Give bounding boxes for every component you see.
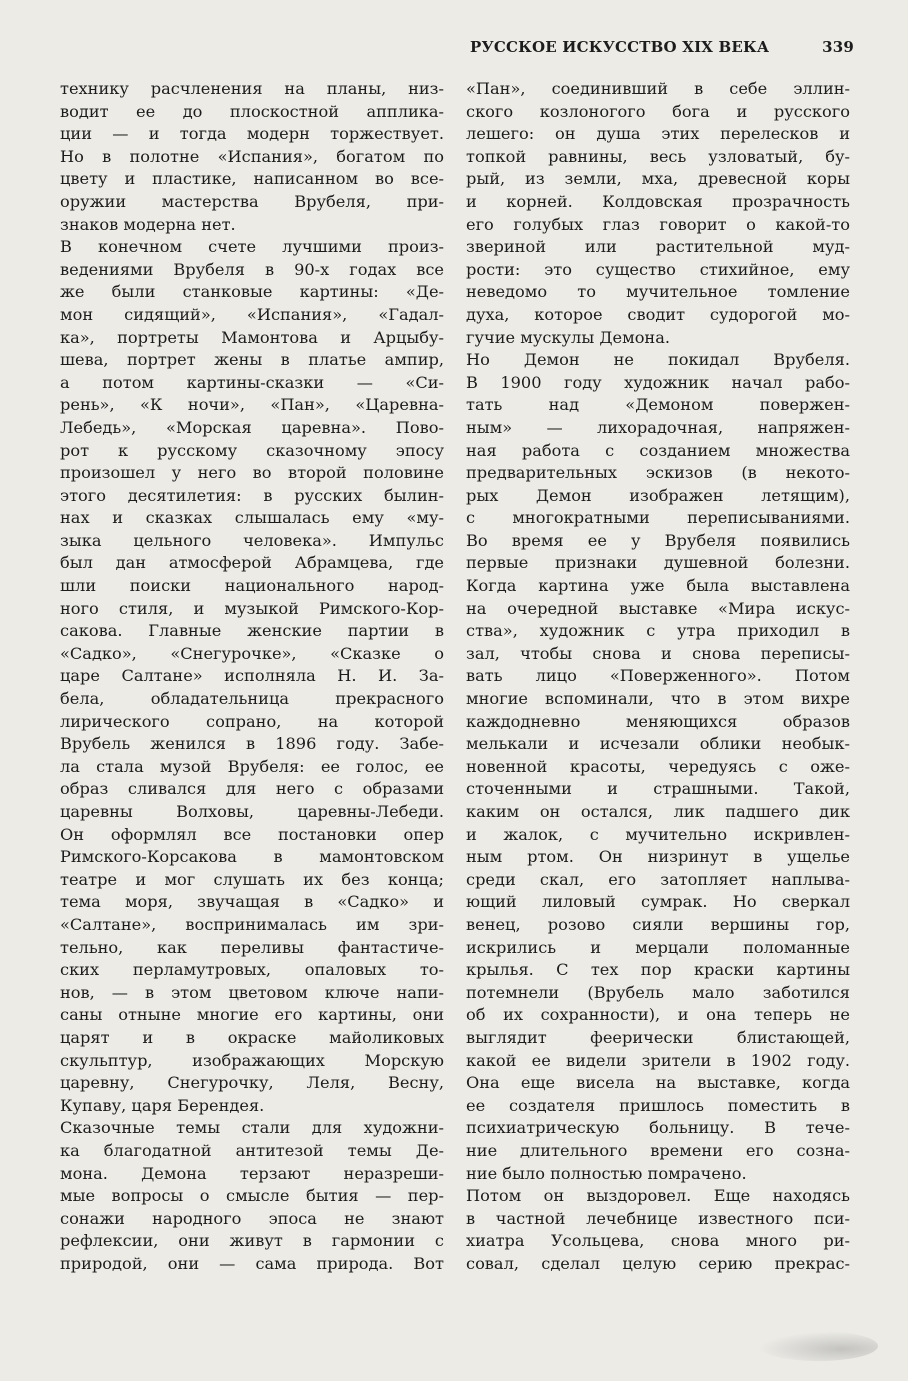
text-line: какой ее видели зрители в 1902 году. (466, 1050, 850, 1070)
text-line: ного стиля, и музыкой Римского-Кор- (60, 598, 444, 618)
text-line: Когда картина уже была выставлена (466, 576, 850, 596)
text-line: рень», «К ночи», «Пан», «Царевна- (60, 395, 444, 415)
text-line: ского козлоногого бога и русского (466, 101, 850, 121)
text-line: духа, которое сводит судорогой мо- (466, 304, 850, 324)
text-line: ным ртом. Он низринут в ущелье (466, 847, 850, 867)
text-line: царевну, Снегурочку, Леля, Весну, (60, 1073, 444, 1093)
text-line: шева, портрет жены в платье ампир, (60, 350, 444, 370)
text-line: царят и в окраске майоликовых (60, 1027, 444, 1047)
text-line: сонажи народного эпоса не знают (60, 1208, 444, 1228)
text-line: «Садко», «Снегурочке», «Сказке о (60, 643, 444, 663)
text-line: а потом картины-сказки — «Си- (60, 372, 444, 392)
text-line: цвету и пластике, написанном во все- (60, 169, 444, 189)
text-line: оружии мастерства Врубеля, при- (60, 191, 444, 211)
text-line: тать над «Демоном повержен- (466, 395, 850, 415)
text-line: ным» — лихорадочная, напряжен- (466, 417, 850, 437)
text-line: новенной красоты, чередуясь с оже- (466, 756, 850, 776)
text-line: многие вспоминали, что в этом вихре (466, 689, 850, 709)
text-line: гучие мускулы Демона. (466, 327, 671, 347)
text-line: ная работа с созданием множества (466, 440, 850, 460)
text-line: Он оформлял все постановки опер (60, 824, 444, 844)
text-line: в частной лечебнице известного пси- (466, 1208, 850, 1228)
text-line: тельно, как переливы фантастиче- (60, 937, 444, 957)
text-line: технику расчленения на планы, низ- (60, 79, 444, 98)
text-line: сточенными и страшными. Такой, (466, 779, 850, 799)
text-line: Потом он выздоровел. Еще находясь (466, 1186, 850, 1206)
text-line: Врубель женился в 1896 году. Забе- (60, 734, 444, 754)
text-line: царевны Волховы, царевны-Лебеди. (60, 802, 444, 821)
right-text-column (466, 78, 850, 1275)
running-head (470, 36, 854, 58)
text-line: зал, чтобы снова и снова переписы- (466, 643, 850, 663)
text-line: среди скал, его затопляет наплыва- (466, 869, 850, 889)
text-line: вать лицо «Поверженного». Потом (466, 666, 850, 686)
text-line: В 1900 году художник начал рабо- (466, 372, 850, 392)
text-line: его голубых глаз говорит о какой-то (466, 214, 850, 234)
text-line: совал, сделал целую серию прекрас- (466, 1253, 850, 1273)
text-line: ка», портреты Мамонтова и Арцыбу- (60, 327, 444, 347)
text-line: тема моря, звучащая в «Садко» и (60, 892, 444, 912)
text-line: произошел у него во второй половине (60, 463, 444, 483)
text-line: предварительных эскизов (в некото- (466, 463, 850, 483)
text-line: мон сидящий», «Испания», «Гадал- (60, 304, 444, 324)
text-line: Римского-Корсакова в мамонтовском (60, 847, 444, 867)
text-line: водит ее до плоскостной апплика- (60, 101, 444, 121)
text-line: психиатрическую больницу. В тече- (466, 1118, 850, 1138)
text-line: рый, из земли, мха, древесной коры (466, 169, 850, 189)
text-line: и жалок, с мучительно искривлен- (466, 824, 850, 844)
text-line: лирического сопрано, на которой (60, 711, 444, 731)
text-line: и корней. Колдовская прозрачность (466, 191, 850, 211)
text-line: топкой равнины, весь узловатый, бу- (466, 146, 850, 166)
text-line: с многократными переписываниями. (466, 508, 850, 528)
text-line: образ сливался для него с образами (60, 779, 444, 799)
text-line: мелькали и исчезали облики необык- (466, 734, 850, 754)
text-line: «Пан», соединивший в себе эллин- (466, 79, 850, 98)
text-line: каким он остался, лик падшего дик (466, 802, 850, 821)
running-title: РУССКОЕ ИСКУССТВО XIX ВЕКА (470, 38, 770, 56)
text-line: Во время ее у Врубеля появились (466, 530, 850, 550)
text-line: скульптур, изображающих Морскую (60, 1050, 444, 1070)
text-line: рых Демон изображен летящим), (466, 485, 850, 505)
text-line: ее создателя пришлось поместить в (466, 1095, 850, 1115)
text-line: неведомо то мучительное томление (466, 282, 850, 302)
text-line: нов, — в этом цветовом ключе напи- (60, 982, 444, 1002)
text-line: В конечном счете лучшими произ- (60, 237, 444, 257)
text-line: хиатра Усольцева, снова много ри- (466, 1231, 850, 1251)
text-line: лешего: он душа этих перелесков и (466, 124, 850, 144)
text-line: ющий лиловый сумрак. Но сверкал (466, 892, 850, 912)
text-line: этого десятилетия: в русских былин- (60, 485, 444, 505)
text-line: рефлексии, они живут в гармонии с (60, 1231, 444, 1251)
text-line: был дан атмосферой Абрамцева, где (60, 553, 444, 573)
text-line: рости: это существо стихийное, ему (466, 259, 850, 279)
text-line: Она еще висела на выставке, когда (466, 1073, 850, 1093)
text-line: Лебедь», «Морская царевна». Пово- (60, 417, 444, 437)
text-line: сакова. Главные женские партии в (60, 621, 444, 641)
text-line: нах и сказках слышалась ему «му- (60, 508, 444, 528)
text-line: зыка цельного человека». Импульс (60, 530, 444, 550)
text-line: выглядит феерически блистающей, (466, 1027, 850, 1047)
text-line: об их сохранности), и она теперь не (466, 1005, 850, 1025)
text-line: ла стала музой Врубеля: ее голос, ее (60, 756, 444, 776)
text-line: ведениями Врубеля в 90-х годах все (60, 259, 444, 279)
text-line: мона. Демона терзают неразреши- (60, 1163, 444, 1183)
text-line: мые вопросы о смысле бытия — пер- (60, 1186, 444, 1206)
text-line: ства», художник с утра приходил в (466, 621, 850, 641)
text-line: рот к русскому сказочному эпосу (60, 440, 444, 460)
text-line: шли поиски национального народ- (60, 576, 444, 596)
text-line: венец, розово сияли вершины гор, (466, 914, 850, 934)
text-line: каждодневно меняющихся образов (466, 711, 850, 731)
text-line: ка благодатной антитезой темы Де- (60, 1140, 444, 1160)
text-line: ции — и тогда модерн торжествует. (60, 124, 444, 144)
text-line: бела, обладательница прекрасного (60, 689, 444, 709)
text-line: ние длительного времени его созна- (466, 1140, 850, 1160)
text-line: Купаву, царя Берендея. (60, 1095, 265, 1115)
text-line: звериной или растительной муд- (466, 237, 850, 257)
text-line: ние было полностью помрачено. (466, 1163, 747, 1183)
page-smudge (758, 1331, 878, 1361)
text-line: на очередной выставке «Мира искус- (466, 598, 850, 618)
text-line: Сказочные темы стали для художни- (60, 1118, 444, 1138)
text-line: театре и мог слушать их без конца; (60, 869, 444, 889)
left-text-column (60, 78, 444, 1275)
text-line: ских перламутровых, опаловых то- (60, 960, 444, 980)
text-line: первые признаки душевной болезни. (466, 553, 850, 573)
page-number: 339 (822, 38, 854, 56)
text-line: «Салтане», воспринималась им зри- (60, 914, 444, 934)
text-line: потемнели (Врубель мало заботился (466, 982, 850, 1002)
text-line: крылья. С тех пор краски картины (466, 960, 850, 980)
text-line: искрились и мерцали поломанные (466, 937, 850, 957)
text-line: природой, они — сама природа. Вот (60, 1253, 444, 1273)
text-line: знаков модерна нет. (60, 214, 236, 234)
text-line: Но в полотне «Испания», богатом по (60, 146, 444, 166)
text-line: царе Салтане» исполняла Н. И. За- (60, 666, 444, 686)
text-line: саны отныне многие его картины, они (60, 1005, 444, 1025)
text-line: же были станковые картины: «Де- (60, 282, 444, 302)
text-line: Но Демон не покидал Врубеля. (466, 350, 850, 370)
